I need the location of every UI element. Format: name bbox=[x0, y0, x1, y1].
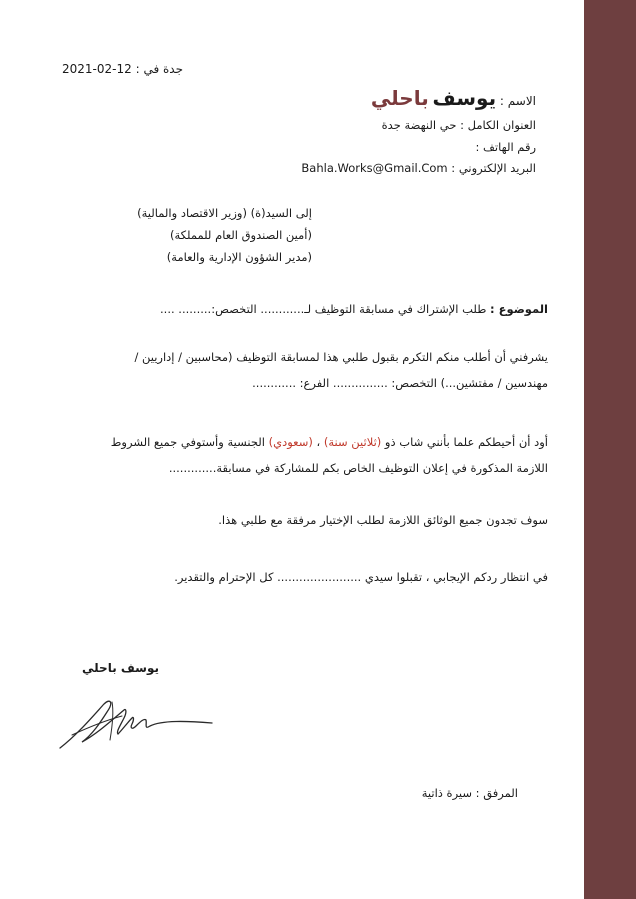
attachment-line: المرفق : سيرة ذاتية bbox=[421, 786, 518, 800]
last-name: باحلي bbox=[370, 86, 429, 110]
email-line bbox=[301, 161, 536, 175]
recipient-line-2: (أمين الصندوق العام للمملكة) bbox=[170, 228, 312, 242]
paragraph-3: سوف تجدون جميع الوثائق اللازمة لطلب الإختيار مرفقة مع طلبي هذا. bbox=[218, 513, 548, 527]
p2-nationality: (سعودي) bbox=[268, 435, 313, 449]
address-line: العنوان الكامل : حي النهضة جدة bbox=[381, 118, 536, 132]
date-line: جدة في : 12-02-2021 bbox=[62, 62, 184, 76]
paragraph-2-line-2: اللازمة المذكورة في إعلان التوظيف الخاص بكم للمشاركة في مسابقة............. bbox=[168, 461, 548, 475]
subject-label: الموضوع : bbox=[490, 302, 548, 316]
phone-line: رقم الهاتف : bbox=[475, 140, 536, 154]
name-line bbox=[371, 86, 536, 110]
p2-start: أود أن أحيطكم علما بأنني شاب ذو bbox=[384, 435, 548, 449]
subject-text: طلب الإشتراك في مسابقة التوظيف لـ............ التخصص:......... .... bbox=[160, 302, 487, 316]
paragraph-2-line-1 bbox=[111, 435, 548, 449]
paragraph-4: في انتظار ردكم الإيجابي ، تقبلوا سيدي ....................... كل الإحترام والتقدير. bbox=[174, 570, 548, 584]
first-name: يوسف bbox=[432, 86, 497, 110]
paragraph-1-line-1: يشرفني أن أطلب منكم التكرم بقبول طلبي هذا لمسابقة التوظيف (محاسبين / إداريين / bbox=[134, 350, 548, 364]
paragraph-1-line-2: مهندسين / مفتشين...) التخصص: ............... الفرع: ............ bbox=[252, 376, 548, 390]
p2-end: الجنسية وأستوفي جميع الشروط bbox=[110, 435, 265, 449]
subject-line bbox=[160, 302, 548, 316]
recipient-line-1: إلى السيد(ة) (وزير الاقتصاد والمالية) bbox=[137, 206, 312, 220]
p2-age: (ثلاثين سنة) bbox=[323, 435, 382, 449]
name-label: الاسم : bbox=[499, 94, 536, 108]
email-label: البريد الإلكتروني : bbox=[451, 161, 536, 175]
decorative-sidebar bbox=[584, 0, 636, 899]
handwritten-signature bbox=[52, 690, 222, 760]
recipient-line-3: (مدير الشؤون الإدارية والعامة) bbox=[166, 250, 312, 264]
signature-name: يوسف باحلي bbox=[82, 661, 159, 675]
email-value: Bahla.Works@Gmail.Com bbox=[301, 161, 448, 175]
p2-sep: ، bbox=[316, 435, 321, 449]
